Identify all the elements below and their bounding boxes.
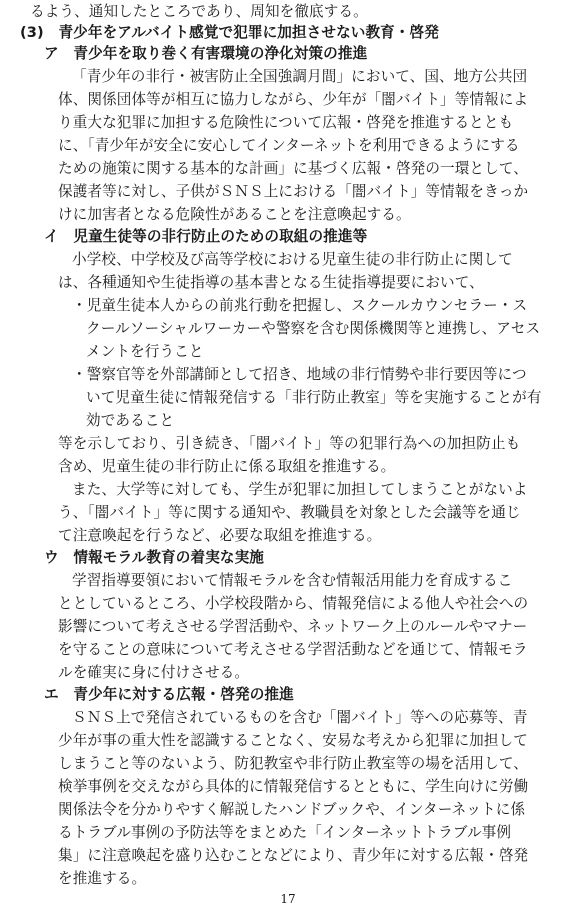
body-text-line: しまうこと等のないよう、防犯教室や非行防止教室等の場を活用して、 <box>58 755 528 772</box>
body-text-line: るよう、通知したところであり、周知を徹底する。 <box>30 3 368 20</box>
page-number: 17 <box>280 892 296 906</box>
section-heading: (3) 青少年をアルバイト感覚で犯罪に加担させない教育・啓発 <box>20 24 439 41</box>
body-text-line: り重大な犯罪に加担する危険性について広報・啓発を推進するととも <box>58 114 514 131</box>
body-text-line: 関係法令を分かりやすく解説したハンドブックや、インターネットに係 <box>58 801 526 818</box>
body-text-line: 「青少年の非行・被害防止全国強調月間」において、国、地方公共団 <box>72 68 528 85</box>
body-text-line: るトラブル事例の予防法等をまとめた「インターネットトラブル事例 <box>58 824 512 841</box>
body-text-line: に、「青少年が安全に安心してインターネットを利用できるようにする <box>58 137 520 154</box>
body-text-line: 小学校、中学校及び高等学校における児童生徒の非行防止に関して <box>72 251 513 268</box>
body-text-line: いて児童生徒に情報発信する「非行防止教室」等を実施することが有 <box>86 389 542 406</box>
section-heading: ア 青少年を取り巻く有害環境の浄化対策の推進 <box>44 45 368 62</box>
section-heading: ウ 情報モラル教育の着実な実施 <box>44 549 264 566</box>
body-text-line: けに加害者となる危険性があることを注意喚起する。 <box>58 206 411 223</box>
body-text-line: クールソーシャルワーカーや警察を含む関係機関等と連携し、アセス <box>86 320 541 337</box>
body-text-line: ・警察官等を外部講師として招き、地域の非行情勢や非行要因等につ <box>72 366 527 383</box>
section-heading: イ 児童生徒等の非行防止のための取組の推進等 <box>44 228 368 245</box>
body-text-line: は、各種通知や生徒指導の基本書となる生徒指導提要において、 <box>58 274 484 291</box>
body-text-line: を守ることの意味について考えさせる学習活動などを通じて、情報モラ <box>58 641 528 658</box>
body-text-line: 学習指導要領において情報モラルを含む情報活用能力を育成するこ <box>72 572 513 589</box>
body-text-line: 等を示しており、引き続き、「闇バイト」等の犯罪行為への加担防止も <box>58 435 521 452</box>
body-text-line: 影響について考えさせる学習活動や、ネットワーク上のルールやマナー <box>58 618 528 635</box>
body-text-line: を推進する。 <box>58 870 147 887</box>
body-text-line: ルを確実に身に付けさせる。 <box>58 664 250 681</box>
body-text-line: 検挙事例を交えながら具体的に情報発信するとともに、学生向けに労働 <box>58 778 529 795</box>
body-text-line: 体、関係団体等が相互に協力しながら、少年が「闇バイト」等情報によ <box>58 91 529 108</box>
body-text-line: また、大学等に対しても、学生が犯罪に加担してしまうことがないよ <box>72 481 528 498</box>
section-heading: エ 青少年に対する広報・啓発の推進 <box>44 686 294 703</box>
body-text-line: 効であること <box>86 412 175 429</box>
body-text-line: う、「闇バイト」等に関する通知や、教職員を対象とした会議等を通じ <box>58 504 521 521</box>
body-text-line: ・児童生徒本人からの前兆行動を把握し、スクールカウンセラー・ス <box>72 297 528 314</box>
body-text-line: ととしているところ、小学校段階から、情報発信による他人や社会への <box>58 595 529 612</box>
body-text-line: 少年が事の重大性を認識することなく、安易な考えから犯罪に加担して <box>58 732 528 749</box>
body-text-line: ＳＮＳ上で発信されているものを含む「闇バイト」等への応募等、青 <box>72 709 528 726</box>
body-text-line: 含め、児童生徒の非行防止に係る取組を推進する。 <box>58 458 396 475</box>
body-text-line: 集」に注意喚起を盛り込むことなどにより、青少年に対する広報・啓発 <box>58 847 529 864</box>
body-text-line: て注意喚起を行うなど、必要な取組を推進する。 <box>58 527 382 544</box>
body-text-line: ための施策に関する基本的な計画」に基づく広報・啓発の一環として、 <box>58 160 528 177</box>
body-text-line: 保護者等に対し、子供がＳＮＳ上における「闇バイト」等情報をきっか <box>58 183 529 200</box>
body-text-line: メントを行うこと <box>86 343 204 360</box>
